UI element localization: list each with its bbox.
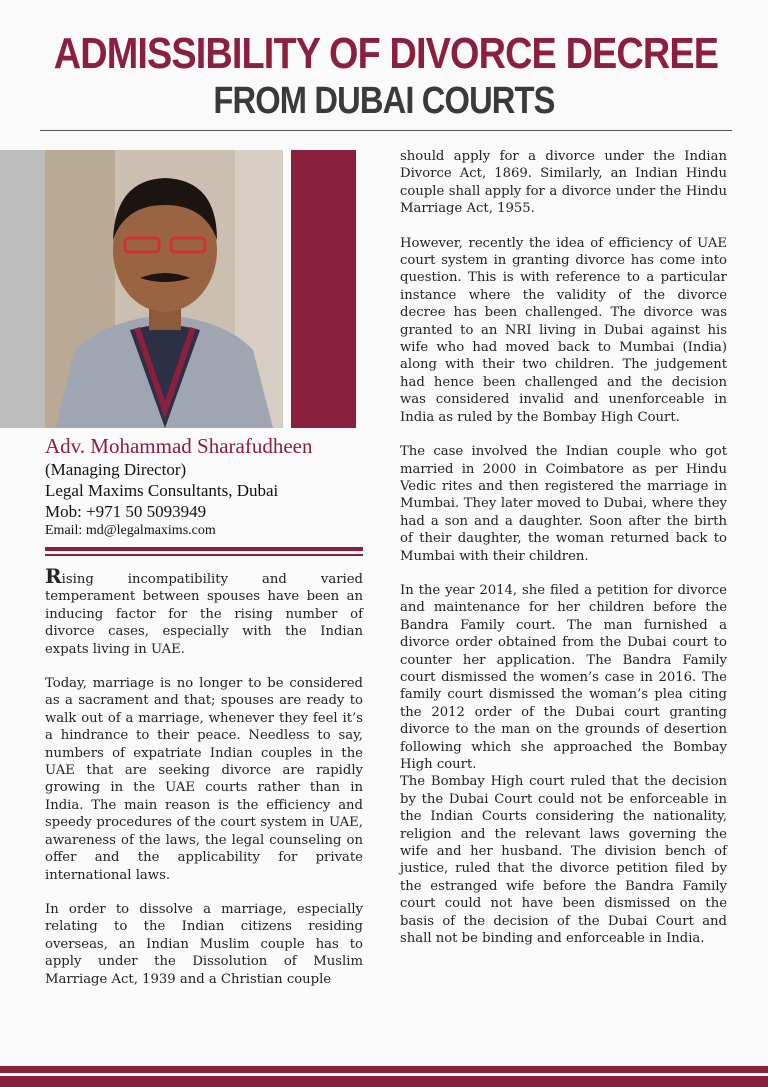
article-left-column: [45, 564, 363, 988]
author-name: Adv. Mohammad Sharafudheen: [45, 434, 313, 458]
page-title: ADMISSIBILITY OF DIVORCE DECREE: [53, 29, 719, 78]
photo-gray-bar: [0, 150, 45, 428]
article-paragraph-4: should apply for a divorce under the Indian Divorce Act, 1869. Similarly, an Indian Hindu couple shall apply for a divorce under the Hindu Marriage Act, 1955.: [400, 149, 727, 217]
article-paragraph-6: The case involved the Indian couple who got married in 2000 in Coimbatore as per Hindu Vedic rites and then registered the marriage in Mumbai. They later moved to Dubai, where they had a son and a daughter. Soon after the birth of their daughter, the woman returned back to Mumbai with their children.: [400, 444, 727, 564]
title-rule: [40, 130, 732, 131]
footer-bar-top: [0, 1066, 768, 1073]
author-company: Legal Maxims Consultants, Dubai: [45, 481, 279, 500]
author-email: Email: md@legalmaxims.com: [45, 523, 216, 538]
article-paragraph-8: The Bombay High court ruled that the decision by the Dubai Court could not be enforceable in the Indian Courts considering the nationality, religion and the relevant laws governing the wife and her husband. The division bench of justice, ruled that the divorce petition filed by the estranged wife before the Bandra Family court could not have been dismissed on the basis of the decision of the Dubai Court and shall not be binding and enforceable in India.: [400, 774, 727, 947]
footer-bar-bottom: [0, 1076, 768, 1087]
article-paragraph-7: In the year 2014, she filed a petition for divorce and maintenance for her children before the Bandra Family court. The man furnished a divorce order obtained from the Dubai court to counter her application. The Bandra Family court dismissed the women’s case in 2016. The family court dismissed the woman’s plea citing the 2012 order of the Dubai court granting divorce to the man on the grounds of desertion following which she approached the Bombay High court.: [400, 582, 727, 772]
article-paragraph-3: In order to dissolve a marriage, especially relating to the Indian citizens residing overseas, an Indian Muslim couple has to apply under the Dissolution of Muslim Marriage Act, 1939 and a Christian couple: [45, 901, 363, 987]
article-paragraph-5: However, recently the idea of efficiency of UAE court system in granting divorce has come into question. This is with reference to a particular instance where the validity of the divorce decree has been challenged. The divorce was granted to an NRI living in Dubai against his wife who had moved back to Mumbai (India) along with their two children. The judgement had hence been challenged and the decision was considered invalid and unenforceable in India as ruled by the Bombay High Court.: [400, 235, 727, 425]
photo-accent-bar: [291, 150, 356, 428]
page-subtitle: FROM DUBAI COURTS: [213, 80, 555, 122]
article-paragraph-2: Today, marriage is no longer to be considered as a sacrament and that; spouses are ready to walk out of a marriage, whenever they feel it’s a hindrance to their peace. Needless to say, numbers of expatriate Indian couples in the UAE that are seeking divorce are rapidly growing in the UAE courts rather than in India. The main reason is the efficiency and speedy procedures of the court system in UAE, awareness of the laws, the legal counseling on offer and the applicability for private international laws.: [45, 676, 363, 883]
article-paragraph-1: Rising incompatibility and varied temperament between spouses have been an inducing factor for the rising number of divorce cases, especially with the Indian expats living in UAE.: [45, 564, 363, 657]
author-separator-thick: [45, 547, 363, 551]
author-separator-thin: [45, 554, 363, 556]
drop-cap: R: [45, 564, 62, 588]
photo-divider: [283, 150, 291, 428]
author-portrait-illustration: [45, 150, 283, 428]
author-role: (Managing Director): [45, 460, 187, 479]
author-mobile: Mob: +971 50 5093949: [45, 502, 207, 521]
article-right-column: [400, 148, 727, 947]
author-photo: [45, 150, 283, 428]
